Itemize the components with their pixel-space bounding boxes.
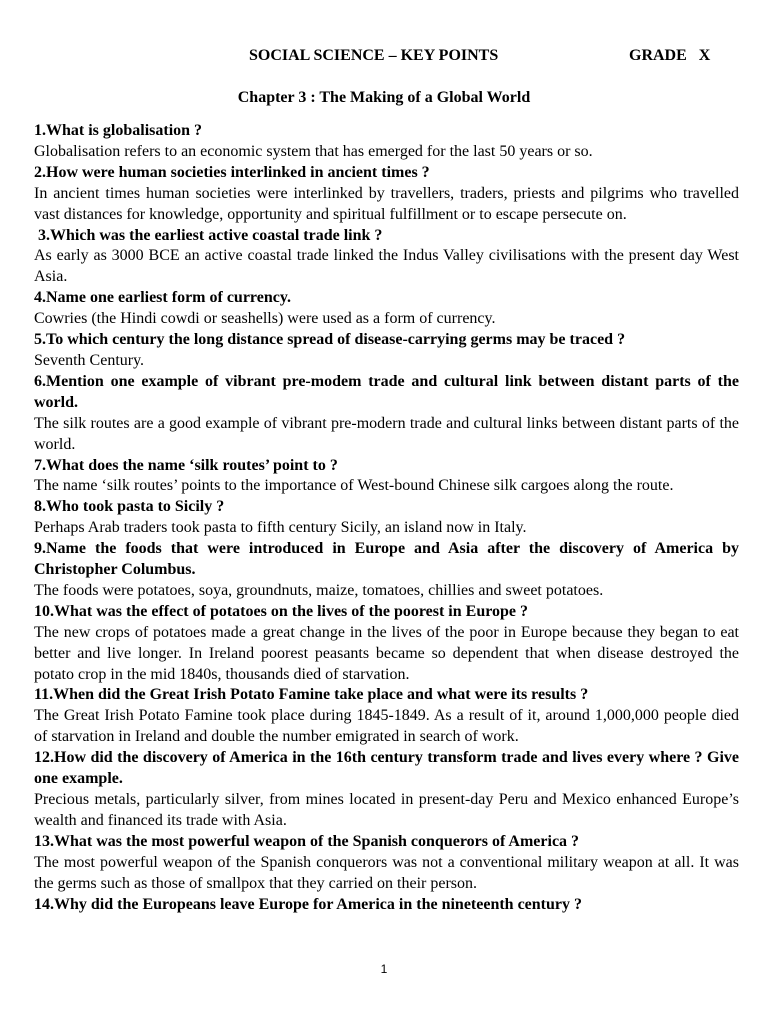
answer: The Great Irish Potato Famine took place during 1845-1849. As a result of it, around 1,000,000 people died of starvation in Ireland and double the number emigrated in search of work. <box>34 707 739 746</box>
header-subject: SOCIAL SCIENCE – KEY POINTS <box>249 47 499 64</box>
qa-item-8 <box>34 497 739 539</box>
qa-item-7 <box>34 456 739 498</box>
qa-item-9 <box>34 539 739 602</box>
answer: Cowries (the Hindi cowdi or seashells) were used as a form of currency. <box>34 310 496 328</box>
question: 14.Why did the Europeans leave Europe for America in the nineteenth century ? <box>34 895 582 913</box>
qa-item-14 <box>34 895 739 916</box>
answer: Globalisation refers to an economic system that has emerged for the last 50 years or so. <box>34 142 593 160</box>
answer: The new crops of potatoes made a great change in the lives of the poor in Europe because they began to eat better and live longer. In Ireland poorest peasants became so dependent that when disease destroyed the potato crop in the mid 1840s, thousands died of starvation. <box>34 623 739 683</box>
question: 11.When did the Great Irish Potato Famine take place and what were its results ? <box>34 686 589 704</box>
answer: In ancient times human societies were interlinked by travellers, traders, priests and pilgrims who travelled vast distances for knowledge, opportunity and spiritual fulfillment or to escape persecute on. <box>34 184 739 223</box>
qa-item-10 <box>34 602 739 686</box>
answer: Perhaps Arab traders took pasta to fifth century Sicily, an island now in Italy. <box>34 519 527 537</box>
question: 8.Who took pasta to Sicily ? <box>34 498 225 516</box>
qa-item-13 <box>34 832 739 895</box>
qa-item-11 <box>34 685 739 748</box>
question: 2.How were human societies interlinked in ancient times ? <box>34 163 430 181</box>
chapter-title: Chapter 3 : The Making of a Global World <box>237 89 531 106</box>
qa-item-5 <box>34 330 739 372</box>
question: 1.What is globalisation ? <box>34 122 203 139</box>
qa-item-1 <box>34 121 739 163</box>
answer: The most powerful weapon of the Spanish conquerors was not a conventional military weapon at all. It was the germs such as those of smallpox that they carried on their person. <box>34 853 739 892</box>
question: 12.How did the discovery of America in the 16th century transform trade and lives every where ? Give one example. <box>34 749 739 788</box>
qa-item-3 <box>34 226 739 289</box>
header-grade: GRADE X <box>629 47 711 64</box>
answer: As early as 3000 BCE an active coastal trade linked the Indus Valley civilisations with the present day West Asia. <box>34 247 739 286</box>
qa-item-2 <box>34 163 739 226</box>
qa-item-12 <box>34 748 739 832</box>
question: 6.Mention one example of vibrant pre-modem trade and cultural link between distant parts of the world. <box>34 372 739 411</box>
question: 4.Name one earliest form of currency. <box>34 289 291 307</box>
question: 9.Name the foods that were introduced in Europe and Asia after the discovery of America by Christopher Columbus. <box>34 540 739 579</box>
answer: The foods were potatoes, soya, groundnuts, maize, tomatoes, chillies and sweet potatoes. <box>34 581 604 599</box>
question: 5.To which century the long distance spread of disease-carrying germs may be traced ? <box>34 331 626 349</box>
question: 3.Which was the earliest active coastal trade link ? <box>34 226 383 244</box>
answer: Seventh Century. <box>34 351 145 369</box>
answer: Precious metals, particularly silver, from mines located in present-day Peru and Mexico enhanced Europe’s wealth and financed its trade with Asia. <box>34 791 739 829</box>
qa-list <box>34 121 739 915</box>
qa-item-6 <box>34 372 739 456</box>
page-header <box>0 47 768 69</box>
answer: The silk routes are a good example of vibrant pre-modern trade and cultural links between distant parts of the world. <box>34 414 739 453</box>
question: 7.What does the name ‘silk routes’ point to ? <box>34 456 338 474</box>
answer: The name ‘silk routes’ points to the importance of West-bound Chinese silk cargoes along the route. <box>34 477 674 495</box>
qa-item-4 <box>34 288 739 330</box>
question: 10.What was the effect of potatoes on the lives of the poorest in Europe ? <box>34 602 529 620</box>
page-number: 1 <box>380 962 388 976</box>
question: 13.What was the most powerful weapon of the Spanish conquerors of America ? <box>34 832 580 850</box>
